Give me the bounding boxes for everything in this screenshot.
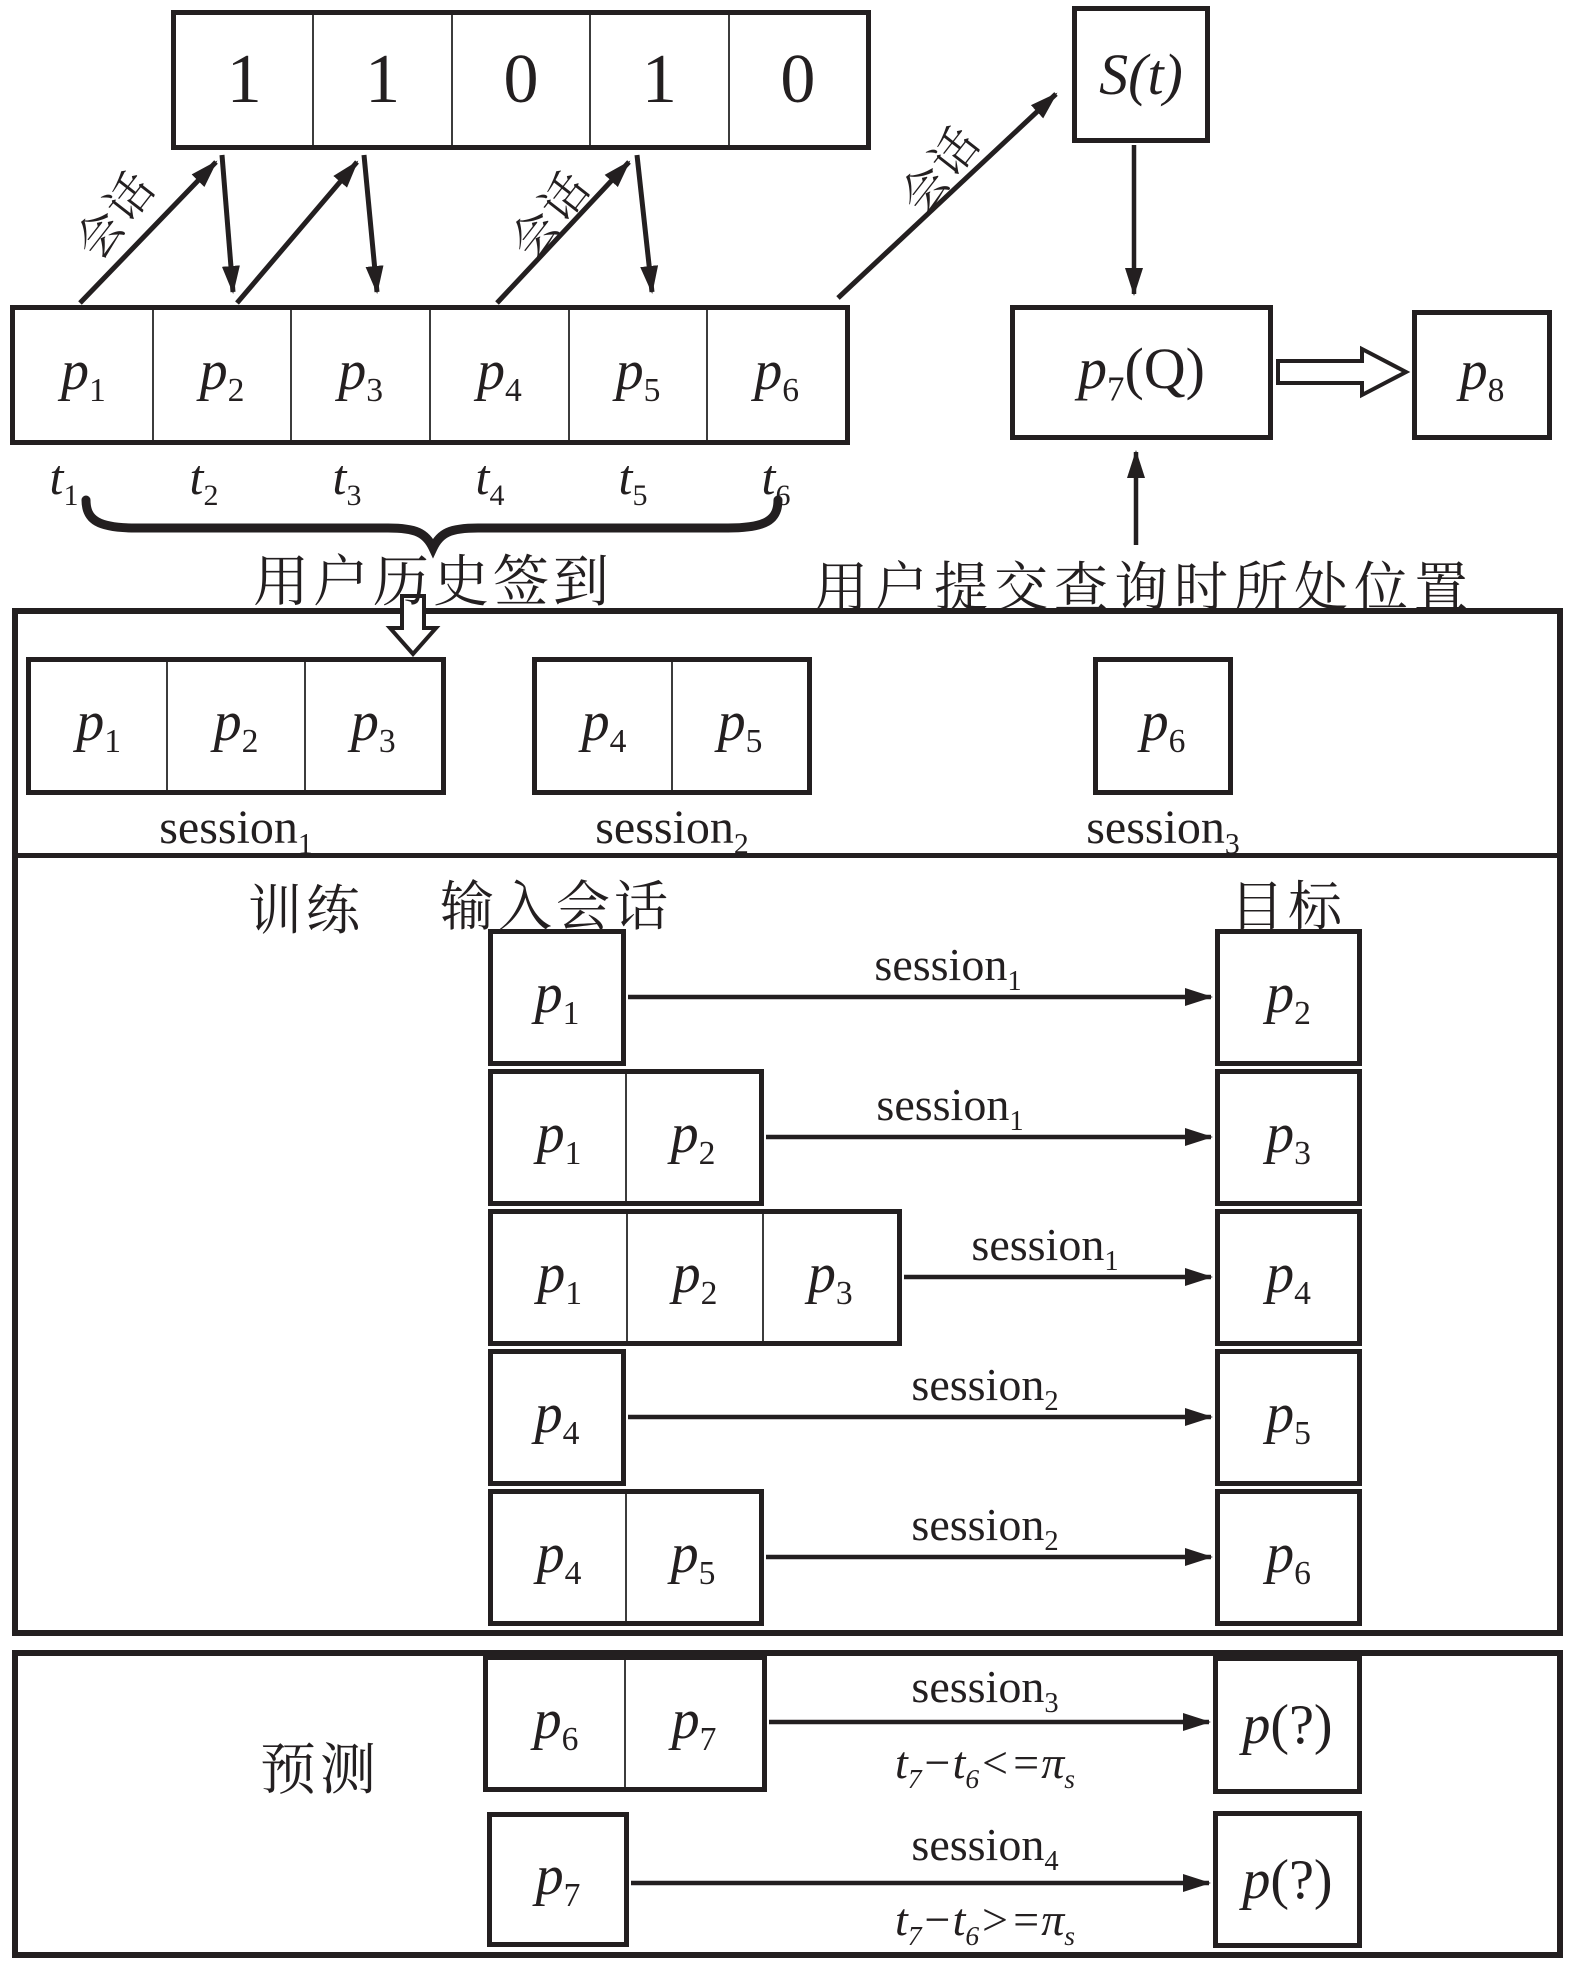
train-input-row1 — [488, 929, 626, 1066]
poi-label: $p_2$ — [213, 691, 259, 761]
poi-cell — [625, 1494, 759, 1621]
train-target-row3 — [1215, 1209, 1362, 1346]
time-label-t5: $t_5$ — [618, 449, 648, 512]
p8-box — [1412, 310, 1552, 440]
checkin-flag: 1 — [641, 41, 677, 118]
train-row2-session-label: session$_1$ — [876, 1079, 1024, 1138]
time-label-t4: $t_4$ — [475, 449, 505, 512]
poi-cell — [15, 310, 152, 440]
poi-label: $p_3$ — [350, 691, 396, 761]
poi-label: $p_6$ — [533, 1688, 579, 1759]
poi-cell — [493, 1214, 626, 1341]
checkin-flag: 1 — [226, 41, 262, 118]
checkin-flag-cell — [176, 15, 312, 145]
poi-cell — [304, 662, 441, 790]
train-row5-session-label: session$_2$ — [911, 1499, 1059, 1558]
poi-cell — [429, 310, 568, 440]
predict-target-label: p(?) — [1242, 1694, 1333, 1756]
time-label-t2: $t_2$ — [189, 449, 219, 512]
poi-cell — [290, 310, 429, 440]
p7q-to-p8-arrow — [1278, 349, 1406, 395]
poi-cell — [493, 1494, 625, 1621]
poi-cell — [706, 310, 845, 440]
checkin-flag: 0 — [780, 41, 816, 118]
predict-input-row1 — [483, 1655, 767, 1792]
target-header: 目标 — [1230, 877, 1346, 937]
arrow-p2-to-flag2 — [237, 162, 357, 303]
session-arrow-label-2: 会话 — [501, 161, 601, 269]
poi-label: $p_5$ — [615, 340, 661, 410]
poi-cell — [488, 1660, 624, 1787]
st-box — [1072, 6, 1210, 143]
session1-box — [26, 657, 446, 795]
poi-cell — [1220, 1354, 1357, 1481]
poi-label: $p_1$ — [60, 340, 106, 410]
predict-row2-condition: $t_7-t_6>=\pi_s$ — [894, 1894, 1076, 1952]
poi-label: $p_1$ — [537, 1242, 583, 1313]
poi-cell — [492, 1817, 624, 1942]
poi-cell — [493, 1074, 625, 1201]
poi-label: $p_2$ — [1266, 962, 1311, 1033]
checkin-flag: 1 — [365, 41, 401, 118]
poi-label: $p_4$ — [1266, 1242, 1311, 1313]
poi-label: $p_3$ — [338, 340, 384, 410]
poi-label: $p_1$ — [536, 1102, 582, 1173]
poi-cell — [1220, 934, 1357, 1061]
poi-label: $p_7$ — [671, 1688, 717, 1759]
input-session-header: 输入会话 — [440, 877, 672, 937]
train-row3-session-label: session$_1$ — [971, 1219, 1119, 1278]
train-target-row2 — [1215, 1069, 1362, 1206]
poi-cell — [671, 662, 807, 790]
p7q-cell — [1015, 310, 1268, 435]
session3-box — [1093, 657, 1233, 795]
poi-label: $p_3$ — [807, 1242, 853, 1313]
poi-label: $p_6$ — [1266, 1522, 1311, 1593]
predict-row2-session-label: session$_4$ — [911, 1819, 1059, 1878]
poi-cell — [166, 662, 303, 790]
checkin-flag-cell — [312, 15, 450, 145]
checkin-flag-cell — [728, 15, 866, 145]
poi-cell — [31, 662, 166, 790]
poi-cell — [1220, 1214, 1357, 1341]
poi-label: $p_5$ — [717, 691, 763, 761]
train-target-row4 — [1215, 1349, 1362, 1486]
p7q-label: $p_7(Q)$ — [1078, 336, 1205, 409]
poi-label: $p_4$ — [581, 691, 627, 761]
poi-label: $p_2$ — [199, 340, 245, 410]
prediction-title: 预测 — [260, 1740, 380, 1802]
poi-label: $p_2$ — [670, 1102, 716, 1173]
p8-cell — [1417, 315, 1547, 435]
p8-label: $p_8$ — [1459, 340, 1505, 410]
time-label-t3: $t_3$ — [332, 449, 362, 512]
predict-row1-session-label: session$_3$ — [911, 1661, 1059, 1720]
poi-label: $p_7$ — [535, 1844, 581, 1915]
predict-target-row2 — [1213, 1811, 1362, 1948]
train-row1-session-label: session$_1$ — [874, 939, 1022, 998]
poi-cell — [1220, 1074, 1357, 1201]
poi-cell — [624, 1660, 762, 1787]
predict-target-row1 — [1213, 1656, 1362, 1794]
poi-label: $p_3$ — [1266, 1102, 1311, 1173]
poi-label: $p_1$ — [534, 962, 580, 1033]
poi-cell — [1098, 662, 1228, 790]
session1-label: session$_1$ — [159, 801, 313, 861]
checkin-flag-cell — [589, 15, 727, 145]
training-title: 训练 — [248, 881, 364, 941]
session3-label: session$_3$ — [1086, 801, 1240, 861]
poi-label: $p_4$ — [536, 1522, 582, 1593]
poi-cell — [626, 1214, 761, 1341]
predict-row1-condition: $t_7-t_6<=\pi_s$ — [894, 1737, 1076, 1795]
poi-cell — [1218, 1816, 1357, 1943]
poi-label: $p_5$ — [670, 1522, 716, 1593]
train-target-row1 — [1215, 929, 1362, 1066]
arrow-flag2-to-p3 — [364, 155, 377, 292]
poi-label: $p_6$ — [1140, 691, 1186, 761]
poi-label: $p_1$ — [76, 691, 122, 761]
checkin-flag-cell — [451, 15, 589, 145]
poi-cell — [493, 1354, 621, 1481]
poi-cell — [493, 934, 621, 1061]
train-input-row4 — [488, 1349, 626, 1486]
poi-cell — [1220, 1494, 1357, 1621]
checkin-flags-box — [171, 10, 871, 150]
train-row4-session-label: session$_2$ — [911, 1359, 1059, 1418]
poi-history-box — [10, 305, 850, 445]
arrow-flag1-to-p2 — [222, 155, 233, 292]
poi-label: $p_5$ — [1266, 1382, 1311, 1453]
poi-label: $p_4$ — [534, 1382, 580, 1453]
poi-cell — [537, 662, 671, 790]
session2-box — [532, 657, 812, 795]
train-target-row5 — [1215, 1489, 1362, 1626]
poi-label: $p_4$ — [476, 340, 522, 410]
poi-cell — [152, 310, 291, 440]
poi-cell — [1218, 1661, 1357, 1789]
poi-cell — [762, 1214, 897, 1341]
time-label-t6: $t_6$ — [761, 449, 791, 512]
session2-label: session$_2$ — [595, 801, 749, 861]
query-location-caption: 用户提交查询时所处位置 — [814, 558, 1474, 618]
train-input-row3 — [488, 1209, 902, 1346]
st-cell — [1077, 11, 1205, 138]
poi-cell — [568, 310, 707, 440]
history-checkins-caption: 用户历史签到 — [253, 552, 613, 614]
predict-target-label: p(?) — [1242, 1848, 1333, 1911]
checkin-flag: 0 — [503, 41, 539, 118]
train-input-row5 — [488, 1489, 764, 1626]
poi-label: $p_2$ — [672, 1242, 718, 1313]
st-label: S(t) — [1099, 42, 1183, 107]
session-arrow-label-3: 会话 — [891, 116, 991, 224]
poi-label: $p_6$ — [754, 340, 800, 410]
predict-input-row2 — [487, 1812, 629, 1947]
train-input-row2 — [488, 1069, 764, 1206]
p7q-box — [1010, 305, 1273, 440]
arrow-flag4-to-p5 — [637, 155, 652, 292]
session-arrow-label-1: 会话 — [66, 161, 166, 269]
time-label-t1: $t_1$ — [49, 449, 79, 512]
poi-cell — [625, 1074, 759, 1201]
